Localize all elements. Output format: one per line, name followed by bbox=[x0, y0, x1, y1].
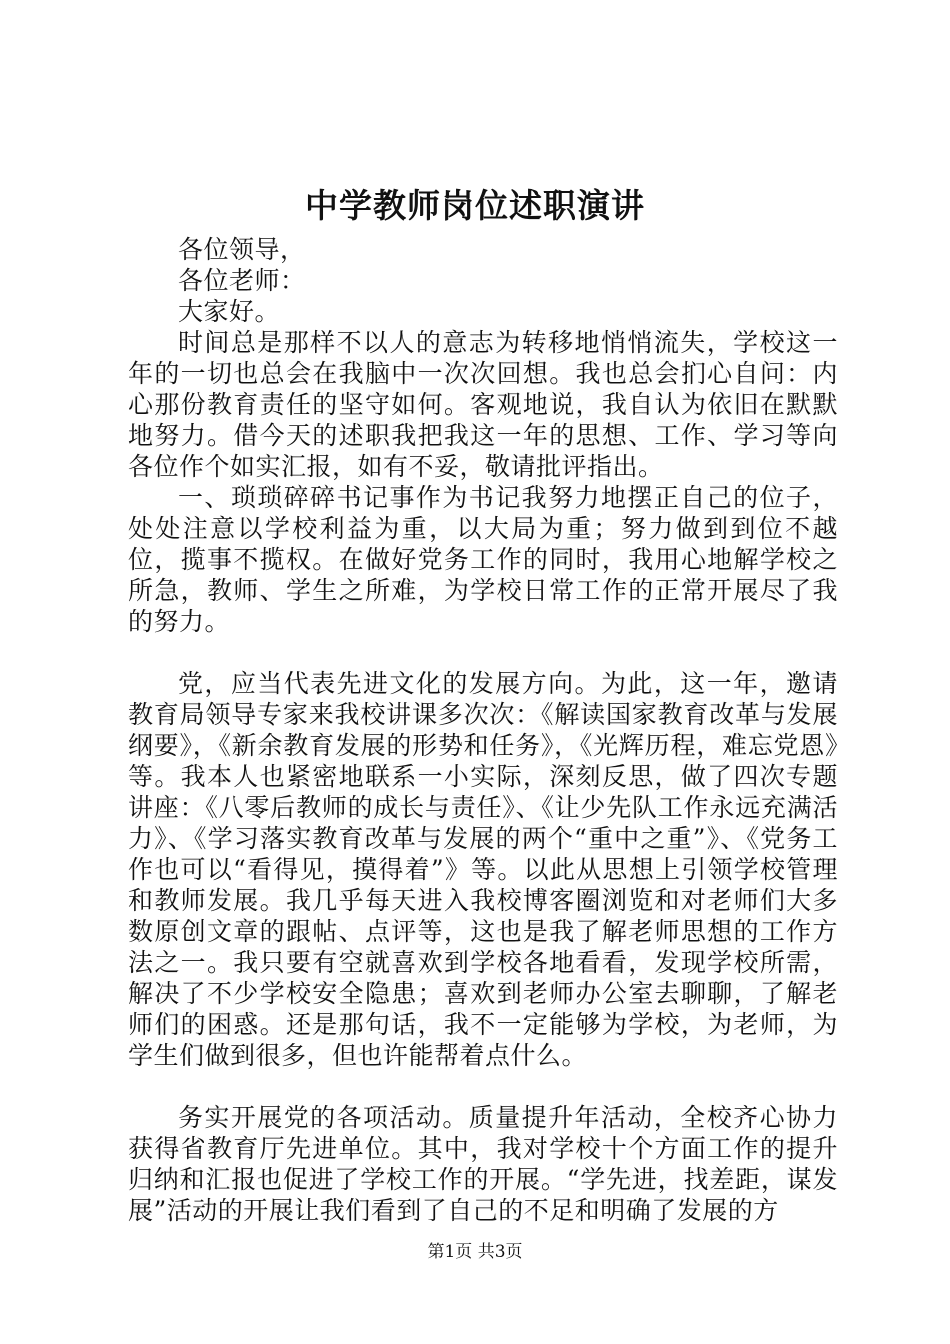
salutation-leaders: 各位领导， bbox=[178, 235, 306, 264]
document-body bbox=[128, 234, 838, 1226]
salutation-teachers: 各位老师： bbox=[178, 266, 306, 295]
paragraph-party-culture: 党，应当代表先进文化的发展方向。为此，这一年，邀请教育局领导专家来我校讲课多次次：《解读国家教育改革与发展纲要》，《新余教育发展的形势和任务》，《光辉历程，难忘党恩》等。我本人也紧密地联系一小实际，深刻反思，做了四次专题讲座：《八零后教师的成长与责任》、《让少先队工作永远充满活力》、《学习落实教育改革与发展的两个“重中之重”》、《党务工作也可以“看得见，摸得着”》等。以此从思想上引领学校管理和教师发展。我几乎每天进入我校博客圈浏览和对老师们大多数原创文章的跟帖、点评等，这也是我了解老师思想的工作方法之一。我只要有空就喜欢到学校各地看看，发现学校所需，解决了不少学校安全隐患；喜欢到老师办公室去聊聊，了解老师们的困惑。还是那句话，我不一定能够为学校，为老师，为学生们做到很多，但也许能帮着点什么。 bbox=[128, 669, 838, 1070]
paragraph-party-activities: 务实开展党的各项活动。质量提升年活动，全校齐心协力获得省教育厅先进单位。其中，我对学校十个方面工作的提升归纳和汇报也促进了学校工作的开展。“学先进，找差距，谋发展”活动的开展让我们看到了自己的不足和明确了发展的方 bbox=[128, 1103, 838, 1225]
greeting: 大家好。 bbox=[178, 297, 281, 326]
paragraph-section-one: 一、琐琐碎碎书记事作为书记我努力地摆正自己的位子，处处注意以学校利益为重，以大局为重；努力做到到位不越位，揽事不揽权。在做好党务工作的同时，我用心地解学校之所急，教师、学生之所难，为学校日常工作的正常开展尽了我的努力。 bbox=[128, 483, 838, 636]
document-title: 中学教师岗位述职演讲 bbox=[305, 186, 645, 225]
page-number-footer: 第1页 共3页 bbox=[427, 1242, 523, 1262]
paragraph-intro: 时间总是那样不以人的意志为转移地悄悄流失，学校这一年的一切也总会在我脑中一次次回想。我也总会扪心自问：内心那份教育责任的坚守如何。客观地说，我自认为依旧在默默地努力。借今天的述职我把我这一年的思想、工作、学习等向各位作个如实汇报，如有不妥，敬请批评指出。 bbox=[128, 328, 838, 481]
